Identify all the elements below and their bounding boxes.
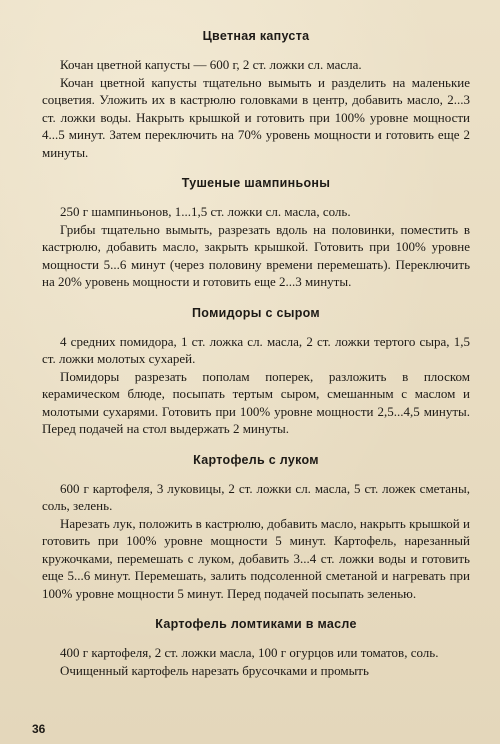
recipe-ingredients: 400 г картофеля, 2 ст. ложки масла, 100 г огурцов или томатов, соль. xyxy=(60,645,439,660)
recipe-steps: Нарезать лук, положить в кастрюлю, добавить масло, накрыть крышкой и готовить при 100% уровне мощности 5 минут. Картофель, нарезанный кружочками, перемешать с луком, добавить 3...4 ст. ложки воды и готовить еще 5...6 минут. Перемешать, залить подсоленной сметаной и нагревать при 100% уровне мощности 5 минут. Перед подачей посыпать зеленью. xyxy=(42,515,470,601)
recipe-ingredients: Кочан цветной капусты — 600 г, 2 ст. ложки сл. масла. xyxy=(60,57,362,72)
recipe-title: Помидоры с сыром xyxy=(192,305,320,320)
recipe-ingredients: 250 г шампиньонов, 1...1,5 ст. ложки сл. масла, соль. xyxy=(60,204,351,219)
recipe-tomatoes-cheese xyxy=(42,305,470,438)
recipe-cauliflower xyxy=(42,28,470,161)
recipe-potatoes-onion xyxy=(42,452,470,603)
recipe-title: Цветная капуста xyxy=(202,29,310,43)
recipe-steps: Кочан цветной капусты тщательно вымыть и разделить на маленькие соцветия. Уложить их в кастрюлю головками в центр, добавить масло, 2...3 ст. ложки воды. Накрыть крышкой и готовить при 100% уровне мощности 4...5 минут. Затем переключить на 70% уровень мощности и готовить еще 2 минуты. xyxy=(42,74,470,160)
recipe-stewed-mushrooms xyxy=(42,175,470,291)
recipe-steps: Грибы тщательно вымыть, разрезать вдоль на половинки, поместить в кастрюлю, добавить масло, закрыть крышкой. Готовить при 100% уровне мощности 5...6 минут (через половину времени перемешать). Переключить на 20% уровень мощности и готовить еще 2...3 минуты. xyxy=(42,221,470,289)
recipe-potato-slices xyxy=(42,616,470,679)
recipe-title: Картофель с луком xyxy=(193,452,319,467)
recipe-ingredients: 4 средних помидора, 1 ст. ложка сл. масла, 2 ст. ложки тертого сыра, 1,5 ст. ложки молотых сухарей. xyxy=(42,333,470,366)
recipe-steps: Помидоры разрезать пополам поперек, разложить в плоском керамическом блюде, посыпать тертым сыром, смешанным с маслом и молотыми сухарями. Готовить при 100% уровне мощности 2,5...4,5 минуты. Перед подачей на стол выдержать 2 минуты. xyxy=(42,368,470,436)
recipe-ingredients: 600 г картофеля, 3 луковицы, 2 ст. ложки сл. масла, 5 ст. ложек сметаны, соль, зелень. xyxy=(42,480,470,513)
page-number: 36 xyxy=(32,722,46,736)
recipe-title: Тушеные шампиньоны xyxy=(181,176,331,190)
recipe-title: Картофель ломтиками в масле xyxy=(155,617,357,631)
recipe-steps: Очищенный картофель нарезать брусочками и промыть xyxy=(60,662,369,678)
